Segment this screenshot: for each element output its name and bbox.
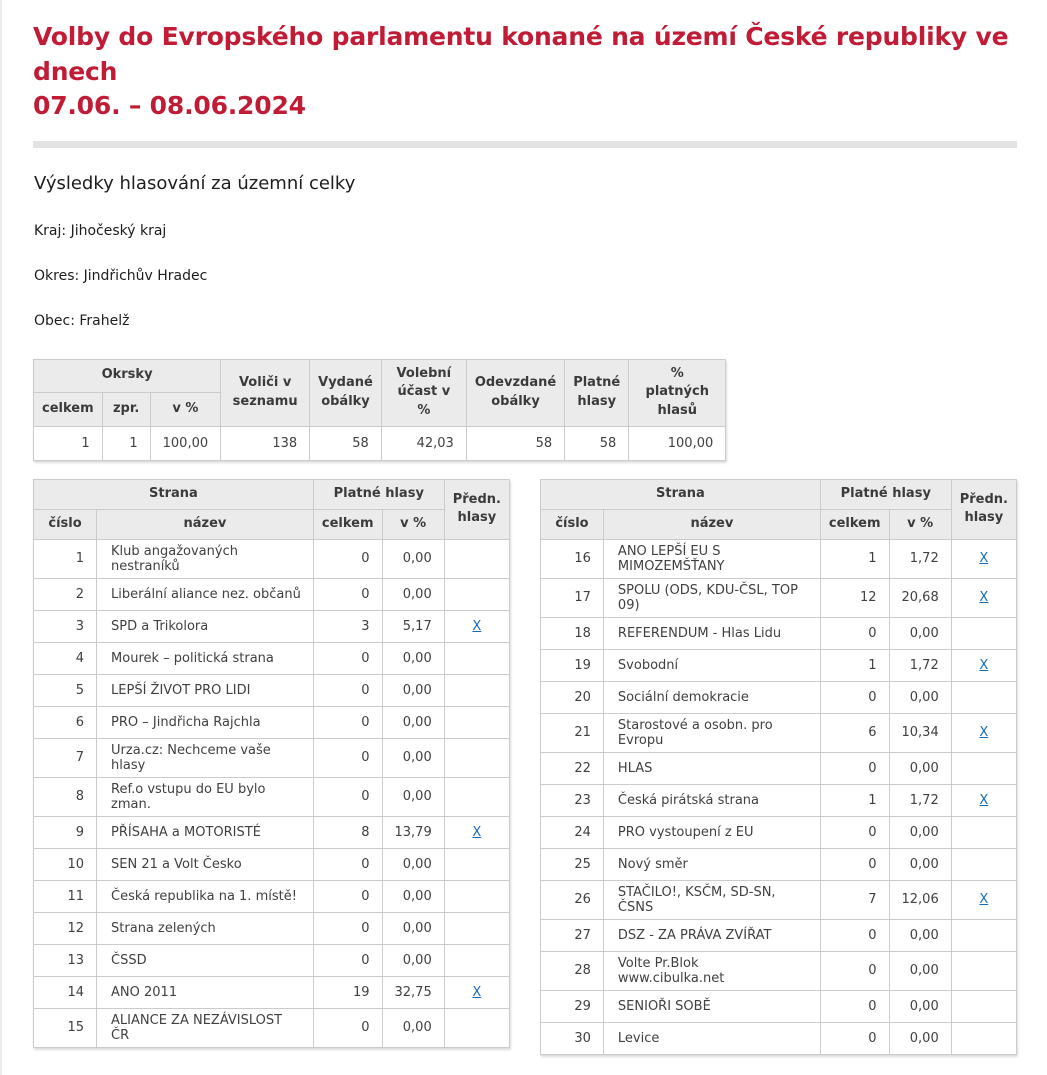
header-okrsky: Okrsky <box>34 359 221 393</box>
preferential-votes-cell <box>951 1022 1016 1054</box>
header-platne-hlasy: Platné hlasy <box>565 359 629 427</box>
preferential-votes-cell <box>951 539 1016 578</box>
party-number-cell: 11 <box>34 880 97 912</box>
party-table-right <box>540 479 1017 1055</box>
party-name-cell: HLAS <box>603 752 820 784</box>
party-number-cell: 26 <box>541 880 604 919</box>
header-cislo: číslo <box>541 509 604 539</box>
party-name-cell: SENIOŘI SOBĚ <box>603 990 820 1022</box>
party-row <box>34 848 510 880</box>
header-vpct: v % <box>889 509 951 539</box>
party-number-cell: 28 <box>541 951 604 990</box>
party-row <box>541 713 1017 752</box>
votes-total-cell: 0 <box>820 951 889 990</box>
votes-percent-cell: 10,34 <box>889 713 951 752</box>
votes-percent-cell: 0,00 <box>889 617 951 649</box>
municipality-line: Obec: Frahelž <box>34 312 130 329</box>
header-nazev: název <box>97 509 314 539</box>
header-vydane-obalky: Vydané obálky <box>310 359 382 427</box>
party-row <box>541 649 1017 681</box>
party-name-cell: REFERENDUM - Hlas Lidu <box>603 617 820 649</box>
party-number-cell: 9 <box>34 816 97 848</box>
votes-total-cell: 0 <box>313 1008 382 1047</box>
votes-total-cell: 1 <box>820 539 889 578</box>
votes-total-cell: 0 <box>313 777 382 816</box>
votes-total-cell: 0 <box>313 539 382 578</box>
party-name-cell: SPOLU (ODS, KDU-ČSL, TOP 09) <box>603 578 820 617</box>
party-name-cell: Levice <box>603 1022 820 1054</box>
party-row <box>34 610 510 642</box>
votes-total-cell: 0 <box>313 848 382 880</box>
preferential-votes-link[interactable]: X <box>472 824 482 840</box>
turnout-row <box>34 427 726 461</box>
odevzdane-obalky-value: 58 <box>466 427 564 461</box>
preferential-votes-cell <box>444 610 509 642</box>
header-volici-v-seznamu: Voliči v seznamu <box>221 359 310 427</box>
party-row <box>541 752 1017 784</box>
preferential-votes-link[interactable]: X <box>979 725 989 741</box>
preferential-votes-cell <box>444 738 509 777</box>
header-okrsky-celkem: celkem <box>34 393 103 427</box>
party-name-cell: Klub angažovaných nestraníků <box>97 539 314 578</box>
party-name-cell: Volte Pr.Blok www.cibulka.net <box>603 951 820 990</box>
party-table-left <box>33 479 510 1048</box>
votes-percent-cell: 0,00 <box>382 1008 444 1047</box>
page-title-line1: Volby do Evropského parlamentu konané na území České republiky ve dnech <box>33 22 1009 86</box>
party-name-cell: SPD a Trikolora <box>97 610 314 642</box>
party-row <box>541 816 1017 848</box>
header-pct-platnych: % platných hlasů <box>629 359 726 427</box>
preferential-votes-cell <box>444 674 509 706</box>
party-name-cell: ČSSD <box>97 944 314 976</box>
party-row <box>541 784 1017 816</box>
party-number-cell: 17 <box>541 578 604 617</box>
party-row <box>541 1022 1017 1054</box>
preferential-votes-cell <box>444 578 509 610</box>
preferential-votes-cell <box>951 848 1016 880</box>
party-row <box>34 1008 510 1047</box>
votes-percent-cell: 0,00 <box>382 674 444 706</box>
party-number-cell: 14 <box>34 976 97 1008</box>
party-row <box>34 777 510 816</box>
votes-total-cell: 19 <box>313 976 382 1008</box>
preferential-votes-cell <box>951 681 1016 713</box>
votes-percent-cell: 0,00 <box>382 642 444 674</box>
section-title: Výsledky hlasování za územní celky <box>34 172 356 194</box>
votes-total-cell: 7 <box>820 880 889 919</box>
preferential-votes-cell <box>444 539 509 578</box>
header-predn-hlasy: Předn. hlasy <box>951 480 1016 540</box>
header-platne-hlasy: Platné hlasy <box>820 480 951 510</box>
votes-percent-cell: 0,00 <box>889 990 951 1022</box>
party-row <box>34 912 510 944</box>
votes-total-cell: 0 <box>313 944 382 976</box>
preferential-votes-cell <box>951 578 1016 617</box>
votes-total-cell: 0 <box>313 706 382 738</box>
preferential-votes-link[interactable]: X <box>979 892 989 908</box>
header-platne-hlasy: Platné hlasy <box>313 480 444 510</box>
page-title-line2: 07.06. – 08.06.2024 <box>33 91 306 120</box>
votes-percent-cell: 1,72 <box>889 539 951 578</box>
party-number-cell: 2 <box>34 578 97 610</box>
votes-total-cell: 12 <box>820 578 889 617</box>
preferential-votes-cell <box>444 912 509 944</box>
preferential-votes-cell <box>444 642 509 674</box>
party-number-cell: 5 <box>34 674 97 706</box>
votes-total-cell: 0 <box>820 990 889 1022</box>
preferential-votes-link[interactable]: X <box>979 657 989 673</box>
votes-percent-cell: 0,00 <box>889 816 951 848</box>
party-name-cell: ALIANCE ZA NEZÁVISLOST ČR <box>97 1008 314 1047</box>
votes-total-cell: 0 <box>313 880 382 912</box>
party-number-cell: 27 <box>541 919 604 951</box>
votes-percent-cell: 0,00 <box>382 706 444 738</box>
party-number-cell: 20 <box>541 681 604 713</box>
votes-total-cell: 0 <box>820 681 889 713</box>
votes-total-cell: 0 <box>820 1022 889 1054</box>
preferential-votes-cell <box>951 649 1016 681</box>
divider <box>33 141 1017 148</box>
votes-percent-cell: 0,00 <box>382 539 444 578</box>
votes-total-cell: 0 <box>313 578 382 610</box>
preferential-votes-cell <box>444 777 509 816</box>
votes-total-cell: 3 <box>313 610 382 642</box>
preferential-votes-cell <box>444 706 509 738</box>
header-strana: Strana <box>34 480 314 510</box>
party-number-cell: 24 <box>541 816 604 848</box>
header-okrsky-vpct: v % <box>150 393 221 427</box>
votes-percent-cell: 1,72 <box>889 784 951 816</box>
header-strana: Strana <box>541 480 821 510</box>
party-name-cell: Ref.o vstupu do EU bylo zman. <box>97 777 314 816</box>
party-name-cell: PRO – Jindřicha Rajchla <box>97 706 314 738</box>
preferential-votes-cell <box>444 944 509 976</box>
turnout-table <box>33 359 726 462</box>
party-row <box>34 738 510 777</box>
votes-total-cell: 0 <box>313 642 382 674</box>
votes-percent-cell: 5,17 <box>382 610 444 642</box>
header-vpct: v % <box>382 509 444 539</box>
votes-percent-cell: 0,00 <box>889 951 951 990</box>
party-number-cell: 18 <box>541 617 604 649</box>
party-row <box>34 976 510 1008</box>
votes-total-cell: 0 <box>820 752 889 784</box>
votes-percent-cell: 0,00 <box>889 752 951 784</box>
preferential-votes-cell <box>444 880 509 912</box>
header-predn-hlasy: Předn. hlasy <box>444 480 509 540</box>
party-name-cell: PŘÍSAHA a MOTORISTÉ <box>97 816 314 848</box>
okrsky-zpr-value: 1 <box>102 427 150 461</box>
party-row <box>34 539 510 578</box>
party-number-cell: 29 <box>541 990 604 1022</box>
preferential-votes-link[interactable]: X <box>472 618 482 634</box>
party-number-cell: 30 <box>541 1022 604 1054</box>
header-celkem: celkem <box>313 509 382 539</box>
preferential-votes-cell <box>951 713 1016 752</box>
region-line: Kraj: Jihočeský kraj <box>34 222 167 239</box>
party-row <box>541 990 1017 1022</box>
party-row <box>541 681 1017 713</box>
party-number-cell: 23 <box>541 784 604 816</box>
votes-percent-cell: 12,06 <box>889 880 951 919</box>
votes-percent-cell: 0,00 <box>889 681 951 713</box>
preferential-votes-link[interactable]: X <box>979 590 989 606</box>
pct-platnych-value: 100,00 <box>629 427 726 461</box>
party-name-cell: SEN 21 a Volt Česko <box>97 848 314 880</box>
votes-percent-cell: 0,00 <box>382 578 444 610</box>
okrsky-celkem-value: 1 <box>34 427 103 461</box>
preferential-votes-cell <box>444 1008 509 1047</box>
okrsky-vpct-value: 100,00 <box>150 427 221 461</box>
party-row <box>541 578 1017 617</box>
preferential-votes-cell <box>951 880 1016 919</box>
party-name-cell: LEPŠÍ ŽIVOT PRO LIDI <box>97 674 314 706</box>
party-name-cell: Strana zelených <box>97 912 314 944</box>
party-row <box>34 674 510 706</box>
preferential-votes-cell <box>444 848 509 880</box>
party-number-cell: 4 <box>34 642 97 674</box>
party-name-cell: DSZ - ZA PRÁVA ZVÍŘAT <box>603 919 820 951</box>
party-row <box>34 880 510 912</box>
preferential-votes-cell <box>951 752 1016 784</box>
preferential-votes-cell <box>951 951 1016 990</box>
party-row <box>541 848 1017 880</box>
votes-total-cell: 0 <box>820 848 889 880</box>
votes-percent-cell: 0,00 <box>382 777 444 816</box>
party-number-cell: 21 <box>541 713 604 752</box>
party-number-cell: 7 <box>34 738 97 777</box>
party-row <box>34 944 510 976</box>
votes-percent-cell: 20,68 <box>889 578 951 617</box>
votes-percent-cell: 32,75 <box>382 976 444 1008</box>
party-number-cell: 8 <box>34 777 97 816</box>
votes-percent-cell: 0,00 <box>382 880 444 912</box>
preferential-votes-cell <box>444 976 509 1008</box>
preferential-votes-cell <box>444 816 509 848</box>
party-number-cell: 15 <box>34 1008 97 1047</box>
header-odevzdane-obalky: Odevzdané obálky <box>466 359 564 427</box>
party-row <box>34 642 510 674</box>
party-number-cell: 10 <box>34 848 97 880</box>
preferential-votes-cell <box>951 990 1016 1022</box>
votes-percent-cell: 0,00 <box>889 1022 951 1054</box>
votes-total-cell: 0 <box>313 674 382 706</box>
header-celkem: celkem <box>820 509 889 539</box>
party-name-cell: ANO 2011 <box>97 976 314 1008</box>
party-row <box>34 578 510 610</box>
party-name-cell: Urza.cz: Nechceme vaše hlasy <box>97 738 314 777</box>
preferential-votes-link[interactable]: X <box>979 551 989 567</box>
party-row <box>541 919 1017 951</box>
party-number-cell: 12 <box>34 912 97 944</box>
district-line: Okres: Jindřichův Hradec <box>34 267 208 284</box>
preferential-votes-cell <box>951 617 1016 649</box>
party-name-cell: Mourek – politická strana <box>97 642 314 674</box>
party-name-cell: Svobodní <box>603 649 820 681</box>
votes-percent-cell: 0,00 <box>889 848 951 880</box>
party-row <box>34 816 510 848</box>
preferential-votes-link[interactable]: X <box>979 792 989 808</box>
party-number-cell: 6 <box>34 706 97 738</box>
party-number-cell: 22 <box>541 752 604 784</box>
platne-hlasy-value: 58 <box>565 427 629 461</box>
party-name-cell: Česká pirátská strana <box>603 784 820 816</box>
party-name-cell: Sociální demokracie <box>603 681 820 713</box>
volici-value: 138 <box>221 427 310 461</box>
party-number-cell: 25 <box>541 848 604 880</box>
header-okrsky-zpr: zpr. <box>102 393 150 427</box>
party-number-cell: 3 <box>34 610 97 642</box>
party-row <box>34 706 510 738</box>
votes-percent-cell: 0,00 <box>382 944 444 976</box>
preferential-votes-cell <box>951 919 1016 951</box>
party-row <box>541 539 1017 578</box>
votes-total-cell: 0 <box>820 617 889 649</box>
preferential-votes-link[interactable]: X <box>472 984 482 1000</box>
party-row <box>541 951 1017 990</box>
party-row <box>541 880 1017 919</box>
votes-total-cell: 0 <box>313 738 382 777</box>
header-cislo: číslo <box>34 509 97 539</box>
party-number-cell: 13 <box>34 944 97 976</box>
header-volebni-ucast: Volební účast v % <box>381 359 466 427</box>
votes-total-cell: 0 <box>313 912 382 944</box>
votes-percent-cell: 13,79 <box>382 816 444 848</box>
votes-total-cell: 6 <box>820 713 889 752</box>
party-tables <box>33 479 1017 1055</box>
party-name-cell: PRO vystoupení z EU <box>603 816 820 848</box>
party-name-cell: ANO LEPŠÍ EU S MIMOZEMŠŤANY <box>603 539 820 578</box>
party-name-cell: STAČILO!, KSČM, SD-SN, ČSNS <box>603 880 820 919</box>
votes-percent-cell: 0,00 <box>382 912 444 944</box>
party-number-cell: 1 <box>34 539 97 578</box>
header-nazev: název <box>603 509 820 539</box>
votes-percent-cell: 0,00 <box>889 919 951 951</box>
results-page <box>2 0 1047 1075</box>
votes-total-cell: 0 <box>820 919 889 951</box>
votes-total-cell: 8 <box>313 816 382 848</box>
party-name-cell: Česká republika na 1. místě! <box>97 880 314 912</box>
ucast-value: 42,03 <box>381 427 466 461</box>
preferential-votes-cell <box>951 816 1016 848</box>
votes-percent-cell: 0,00 <box>382 738 444 777</box>
votes-percent-cell: 0,00 <box>382 848 444 880</box>
party-number-cell: 19 <box>541 649 604 681</box>
party-row <box>541 617 1017 649</box>
vydane-obalky-value: 58 <box>310 427 382 461</box>
party-name-cell: Nový směr <box>603 848 820 880</box>
party-number-cell: 16 <box>541 539 604 578</box>
preferential-votes-cell <box>951 784 1016 816</box>
party-name-cell: Starostové a osobn. pro Evropu <box>603 713 820 752</box>
votes-percent-cell: 1,72 <box>889 649 951 681</box>
votes-total-cell: 1 <box>820 649 889 681</box>
votes-total-cell: 0 <box>820 816 889 848</box>
votes-total-cell: 1 <box>820 784 889 816</box>
page-title <box>33 20 1017 124</box>
party-name-cell: Liberální aliance nez. občanů <box>97 578 314 610</box>
